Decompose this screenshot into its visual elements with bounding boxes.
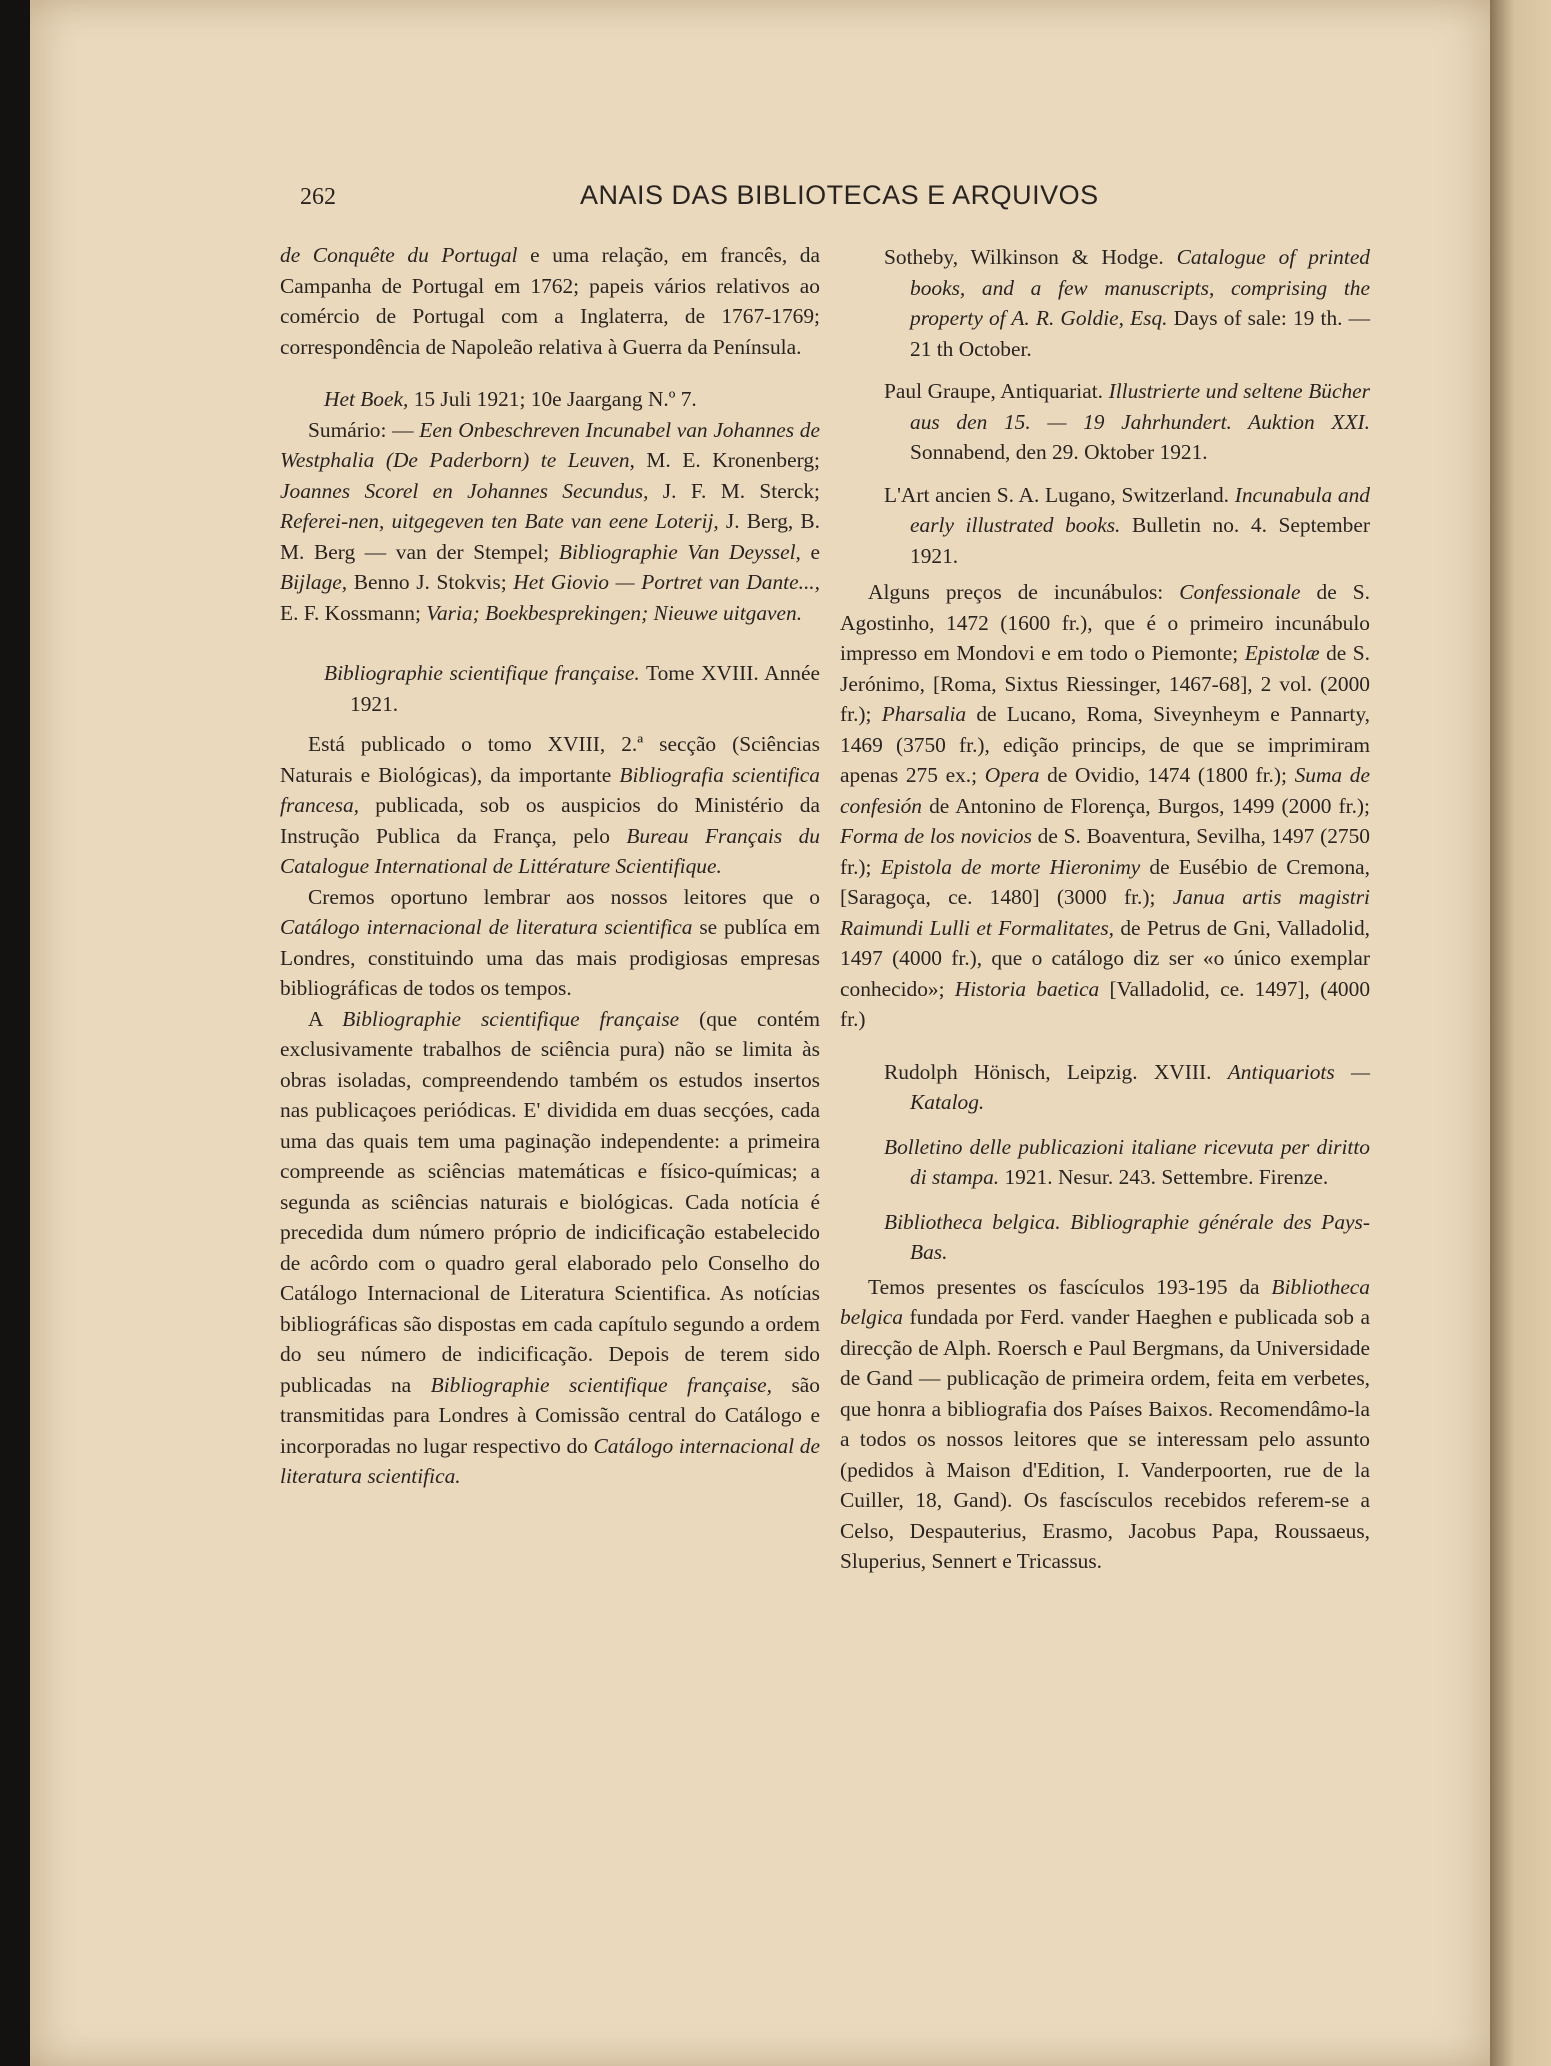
italic-title: Varia; Boekbesprekingen; Nieuwe uitgaven. <box>426 600 803 625</box>
italic-title: Bibliographie scientifique française, <box>430 1372 772 1397</box>
italic-title: Forma de los novicios <box>840 824 1032 848</box>
text: Tome XVIII. Année 1921. <box>350 661 820 716</box>
paragraph <box>840 577 1370 1035</box>
italic-title: Een Onbeschreven Incunabel van Johannes de Westphalia (De Paderborn) te Leuven, <box>280 417 821 472</box>
italic-title: Bijlage, <box>280 570 348 594</box>
text: Está publicado o tomo XVIII, 2.ª secção (Sciências Naturais e Biológicas), da importante <box>280 732 820 787</box>
text: são transmitidas para Londres à Comissão central do Catálogo e incorporadas no lugar respectivo do <box>280 1372 820 1458</box>
italic-title: Incunabula and early illustrated books. <box>910 482 1370 537</box>
entry-bibliographie <box>280 658 820 719</box>
text: Temos presentes os fascículos 193-195 da <box>868 1274 1272 1299</box>
italic-title: Bibliographie scientifique française. <box>324 661 640 685</box>
entry-graupe <box>840 376 1370 468</box>
italic-title: Confessionale <box>1179 580 1301 604</box>
entry-sotheby <box>840 242 1370 364</box>
italic-title: Het Giovio — Portret van Dante..., <box>513 570 820 594</box>
italic-title: Het Boek, <box>324 387 409 411</box>
text: de S. Agostinho, 1472 (1600 fr.), que é o primeiro incunábulo impresso em Mondovi e em todo o Piemonte; <box>840 580 1370 665</box>
italic-title: Illustrierte und seltene Bücher aus den 15. — 19 Jahrhundert. Auktion XXI. <box>910 379 1370 434</box>
running-title: ANAIS DAS BIBLIOTECAS E ARQUIVOS <box>580 180 1099 210</box>
text: Sotheby, Wilkinson & Hodge. <box>884 245 1177 269</box>
text: e uma relação, em francês, da Campanha de Portugal em 1762; papeis vários relativos ao comércio de Portugal com a Inglaterra, de 1767-1769; correspondência de Napoleão relativa à Guerra da Península. <box>280 243 820 359</box>
text: de S. Jerónimo, [Roma, Sixtus Riessinger, 1467-68], 2 vol. (2000 fr.); <box>840 641 1370 726</box>
page-header <box>300 180 1120 230</box>
italic-title: Historia baetica <box>954 976 1100 1001</box>
right-column <box>840 242 1370 1577</box>
text: se publíca em Londres, constituindo uma das mais prodigiosas empresas bibliográficas de todos os tempos. <box>280 915 820 1000</box>
entry-het-boek <box>280 384 820 415</box>
text: Bulletin no. 4. September 1921. <box>910 513 1370 568</box>
italic-title: Opera <box>984 763 1040 787</box>
text: Days of sale: 19 th. — 21 th October. <box>910 306 1370 361</box>
text: Rudolph Hönisch, Leipzig. XVIII. <box>884 1059 1228 1084</box>
italic-title: Catálogo internacional de literatura scientifica <box>280 915 693 939</box>
text: Sonnabend, den 29. Oktober 1921. <box>910 440 1208 464</box>
italic-title: Bolletino delle publicazioni italiane ricevuta per diritto di stampa. <box>884 1134 1370 1189</box>
left-column <box>280 240 820 1492</box>
next-page-edge <box>1490 0 1551 2066</box>
italic-title: Janua artis magistri Raimundi Lulli et Formalitates, <box>840 885 1370 940</box>
text: J. F. M. Sterck; <box>648 478 820 503</box>
text: de S. Boaventura, Sevilha, 1497 (2750 fr.); <box>840 824 1370 879</box>
entry-lugano <box>840 480 1370 572</box>
text: Benno J. Stokvis; <box>347 570 514 594</box>
italic-title: Catálogo internacional de literatura scientifica. <box>280 1433 820 1488</box>
text: 15 Juli 1921; 10e Jaargang N.º 7. <box>408 387 697 411</box>
italic-title: Pharsalia <box>881 702 967 726</box>
paragraph <box>280 240 820 362</box>
text: 1921. Nesur. 243. Settembre. Firenze. <box>999 1165 1329 1189</box>
italic-title: Epistolæ <box>1244 641 1320 665</box>
italic-title: Bureau Français du Catalogue International de Littérature Scientifique. <box>280 823 820 878</box>
text: fundada por Ferd. vander Haeghen e publicada sob a direcção de Alph. Roersch e Paul Bergmans, da Universidade de Gand — publicação de primeira ordem, feita em verbetes, que honra a bibliografia dos Países Baixos. Recomendâmo-la a todos os nossos leitores que se interessam pelo assunto (pedidos à Maison d'Edition, I. Vanderpoorten, rue de la Cuiller, 18, Gand). Os fascísculos recebidos referem-se a Celso, Despauterius, Erasmo, Jacobus Papa, Roussaeus, Sluperius, Sennert e Tricassus. <box>840 1305 1370 1573</box>
paragraph <box>280 729 820 882</box>
italic-title: Bibliografia scientifica francesa, <box>280 762 820 817</box>
italic-title: Bibliotheca belgica. Bibliographie générale des Pays-Bas. <box>884 1209 1370 1264</box>
italic-title: Catalogue of printed books, and a few manuscripts, comprising the property of A. R. Goldie, Esq. <box>910 245 1371 330</box>
text: de Lucano, Roma, Siveynheym e Pannarty, 1469 (3750 fr.), edição princips, de que se imprimiram apenas 275 ex.; <box>840 702 1371 787</box>
paragraph <box>280 1004 820 1492</box>
italic-title: Referei-nen, uitgegeven ten Bate van eene Loterij, <box>280 509 719 533</box>
entry-bibliotheca-belgica <box>840 1207 1370 1268</box>
text: publicada, sob os auspicios do Ministério da Instrução Publica da França, pelo <box>280 793 820 848</box>
paragraph <box>280 882 820 1004</box>
entry-honisch <box>840 1057 1370 1118</box>
text: L'Art ancien S. A. Lugano, Switzerland. <box>884 482 1235 507</box>
text: de Ovidio, 1474 (1800 fr.); <box>1039 763 1295 787</box>
italic-title: Bibliographie scientifique française <box>342 1006 680 1031</box>
italic-title: Bibliographie Van Deyssel, <box>558 539 801 564</box>
text: M. E. Kronenberg; <box>634 448 820 472</box>
paragraph <box>280 415 820 629</box>
text: Alguns preços de incunábulos: <box>868 580 1180 604</box>
text: Paul Graupe, Antiquariat. <box>884 379 1109 403</box>
text: de Petrus de Gni, Valladolid, 1497 (4000 fr.), que o catálogo diz ser «o único exemplar conhecido»; <box>840 915 1370 1001</box>
text: J. Berg, B. M. Berg — van der Stempel; <box>280 509 820 564</box>
italic-title: Bibliotheca belgica <box>840 1274 1370 1329</box>
text: Cremos oportuno lembrar aos nossos leitores que o <box>308 884 820 909</box>
italic-title: Joannes Scorel en Johannes Secundus, <box>280 478 649 503</box>
text: (que contém exclusivamente trabalhos de sciência pura) não se limita às obras isoladas, compreendendo também os estudos insertos nas publicaçoes periódicas. E' dividida em duas secçóes, cada uma das quais tem uma paginação independente: a primeira compreende as sciências matemáticas e físico-químicas; a segunda as sciências naturais e biológicas. Cada notícia é precedida dum número próprio de indicificação estabelecido de acôrdo com o quadro geral elaborado pelo Conselho do Catálogo Internacional de Literatura Scientifica. As notícias bibliográficas são dispostas em cada capítulo segundo a ordem do seu número de indicificação. Depois de terem sido publicadas na <box>280 1006 821 1397</box>
text: [Valladolid, ce. 1497], (4000 fr.) <box>840 976 1371 1031</box>
entry-bolletino <box>840 1132 1370 1193</box>
italic-title: Suma de confesión <box>840 763 1370 818</box>
page-number: 262 <box>300 184 336 210</box>
text: de Antonino de Florença, Burgos, 1499 (2000 fr.); <box>921 793 1370 818</box>
text: e <box>800 539 820 564</box>
italic-title: Epistola de morte Hieronimy <box>880 854 1141 879</box>
italic-title: de Conquête du Portugal <box>280 243 518 267</box>
text: E. F. Kossmann; <box>280 600 427 625</box>
paragraph <box>840 1272 1370 1577</box>
text: A <box>308 1006 343 1031</box>
text: Sumário: — <box>308 417 420 442</box>
italic-title: Antiquariots — Katalog. <box>910 1059 1370 1114</box>
text: de Eusébio de Cremona, [Saragoça, ce. 1480] (3000 fr.); <box>840 854 1370 909</box>
